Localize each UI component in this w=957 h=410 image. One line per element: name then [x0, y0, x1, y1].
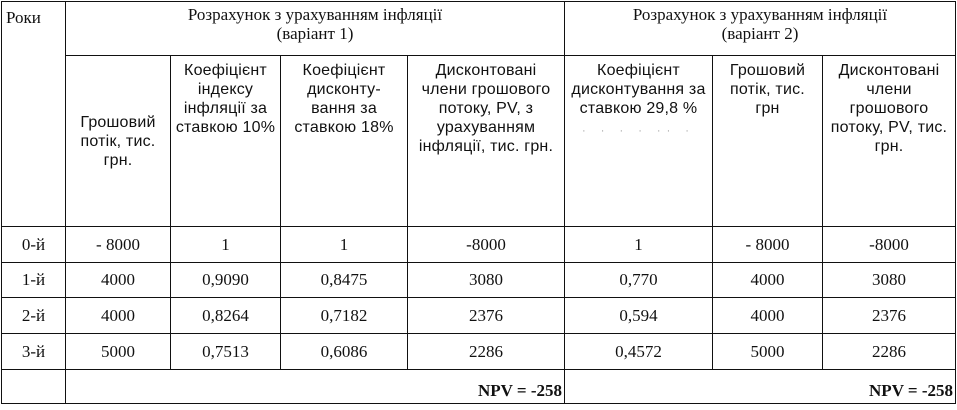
variant2-group-title: Розрахунок з урахуванням інфляції (варіант 2)	[632, 5, 888, 43]
npv-variant1: NPV = -258	[66, 370, 565, 404]
year-cell: 1-й	[2, 263, 66, 298]
variant1-group-title: Розрахунок з урахуванням інфляції (варіант 1)	[187, 5, 443, 43]
discount-29-8-cell: 0,4572	[565, 334, 713, 370]
years-header: Роки	[2, 2, 66, 227]
discount-18-cell: 0,7182	[281, 298, 408, 334]
scan-noise-marks: · · · · ·· ·	[582, 125, 695, 137]
inflation-npv-table	[1, 1, 956, 404]
pv-2-cell: 2376	[823, 298, 956, 334]
col-header-cash-flow-2: Грошовий потік, тис. грн	[713, 56, 823, 227]
year-cell: 2-й	[2, 298, 66, 334]
inflation-index-cell: 0,7513	[171, 334, 281, 370]
col-header-cash-flow-1: Грошовий потік, тис. грн.	[66, 56, 171, 227]
variant1-group-header	[66, 2, 565, 56]
cash-flow-2-cell: 4000	[713, 298, 823, 334]
pv-2-cell: 3080	[823, 263, 956, 298]
npv-row-empty-cell	[2, 370, 66, 404]
pv-inflation-cell: -8000	[408, 227, 565, 263]
discount-29-8-cell: 1	[565, 227, 713, 263]
col-header-discount-29-8	[565, 56, 713, 227]
col-header-pv-2: Дисконтовані члени грошового потоку, PV, тис. грн.	[823, 56, 956, 227]
pv-2-cell: -8000	[823, 227, 956, 263]
pv-inflation-cell: 2286	[408, 334, 565, 370]
cash-flow-2-cell: 4000	[713, 263, 823, 298]
npv-variant2: NPV = -258	[565, 370, 956, 404]
col-header-discount-29-8-text: Коефіцієнт дисконтування за ставкою 29,8 %	[571, 62, 706, 117]
pv-2-cell: 2286	[823, 334, 956, 370]
variant2-group-header	[565, 2, 956, 56]
cash-flow-2-cell: 5000	[713, 334, 823, 370]
col-header-inflation-index: Коефіцієнт індексу інфляції за ставкою 10%	[171, 56, 281, 227]
table-row	[2, 227, 956, 263]
inflation-index-cell: 0,8264	[171, 298, 281, 334]
inflation-index-cell: 1	[171, 227, 281, 263]
col-header-pv-inflation: Дисконтовані члени грошового потоку, PV, з урахуванням інфляції, тис. грн.	[408, 56, 565, 227]
year-cell: 0-й	[2, 227, 66, 263]
discount-18-cell: 0,8475	[281, 263, 408, 298]
table-row	[2, 334, 956, 370]
discount-29-8-cell: 0,770	[565, 263, 713, 298]
cash-flow-1-cell: - 8000	[66, 227, 171, 263]
discount-18-cell: 0,6086	[281, 334, 408, 370]
inflation-index-cell: 0,9090	[171, 263, 281, 298]
cash-flow-1-cell: 5000	[66, 334, 171, 370]
discount-18-cell: 1	[281, 227, 408, 263]
inflation-npv-table-sheet	[1, 1, 955, 407]
cash-flow-1-cell: 4000	[66, 298, 171, 334]
pv-inflation-cell: 2376	[408, 298, 565, 334]
col-header-discount-18: Коефіцієнт дисконту-вання за ставкою 18%	[281, 56, 408, 227]
discount-29-8-cell: 0,594	[565, 298, 713, 334]
year-cell: 3-й	[2, 334, 66, 370]
table-row	[2, 263, 956, 298]
pv-inflation-cell: 3080	[408, 263, 565, 298]
table-row	[2, 298, 956, 334]
npv-row	[2, 370, 956, 404]
cash-flow-1-cell: 4000	[66, 263, 171, 298]
cash-flow-2-cell: - 8000	[713, 227, 823, 263]
